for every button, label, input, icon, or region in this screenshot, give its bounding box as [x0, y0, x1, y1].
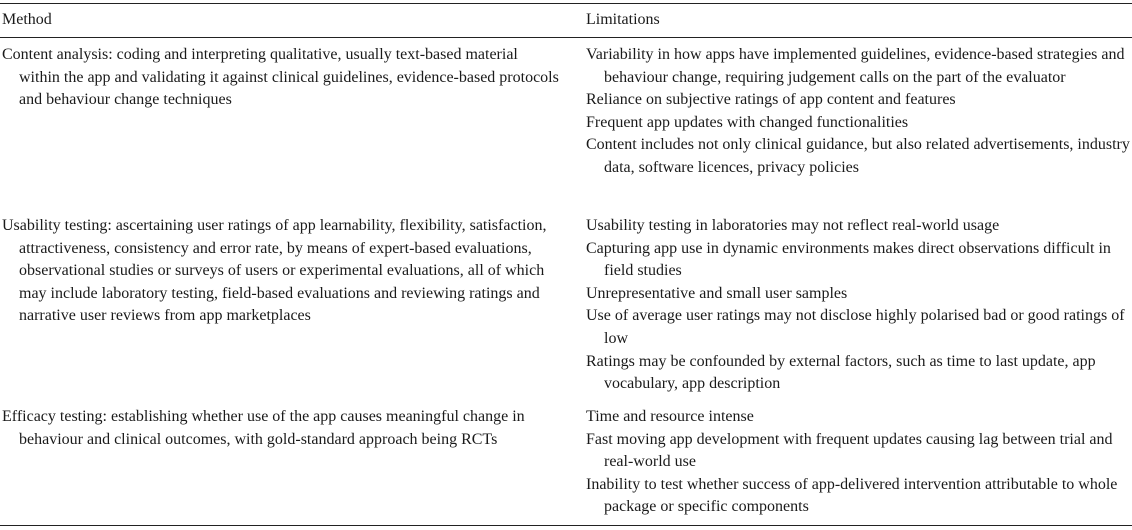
limitation-item: Inability to test whether success of app-delivered intervention attributable to whole package or specific components [586, 475, 1118, 516]
table-row-limitations [586, 215, 1132, 396]
table-row-method [2, 44, 562, 112]
limitation-item: Frequent app updates with changed functionalities [586, 113, 909, 131]
limitation-item: Time and resource intense [586, 408, 754, 425]
method-text: Content analysis: coding and interpreting qualitative, usually text-based material within the app and validating it against clinical guidelines, evidence-based protocols and behaviour change techniques [2, 46, 559, 109]
column-header-method: Method [2, 11, 52, 28]
table-bottom-rule [0, 525, 1132, 526]
limitation-item: Variability in how apps have implemented guidelines, evidence-based strategies and behaviour change, requiring judgement calls on the part of the evaluator [586, 46, 1125, 86]
method-text: Usability testing: ascertaining user ratings of app learnability, flexibility, satisfaction, attractiveness, consistency and error rate, by means of expert-based evaluations, observational studies or surveys of users or experimental evaluations, all of which may include laboratory testing, field-based evaluations and reviewing ratings and narrative user reviews from app marketplaces [2, 217, 547, 325]
table-row-method [2, 406, 562, 451]
limitation-item: Capturing app use in dynamic environments makes direct observations difficult in field studies [586, 239, 1111, 280]
limitation-item: Ratings may be confounded by external factors, such as time to last update, app vocabulary, app description [586, 352, 1096, 393]
table-row-method [2, 215, 562, 328]
method-text: Efficacy testing: establishing whether use of the app causes meaningful change in behaviour and clinical outcomes, with gold-standard approach being RCTs [2, 408, 525, 448]
limitation-item: Fast moving app development with frequent updates causing lag between trial and real-world use [586, 430, 1113, 471]
limitation-item: Unrepresentative and small user samples [586, 284, 848, 302]
header-rule [0, 37, 1132, 38]
table-top-rule [0, 3, 1132, 4]
column-header-limitations: Limitations [586, 11, 660, 28]
limitation-item: Usability testing in laboratories may not reflect real-world usage [586, 217, 1000, 234]
limitation-item: Reliance on subjective ratings of app content and features [586, 91, 956, 109]
table-row-limitations [586, 406, 1132, 519]
limitation-item: Content includes not only clinical guidance, but also related advertisements, industry data, software licences, privacy policies [586, 136, 1130, 176]
limitation-item: Use of average user ratings may not disclose highly polarised bad or good ratings of low [586, 307, 1125, 347]
table-row-limitations [586, 44, 1132, 180]
